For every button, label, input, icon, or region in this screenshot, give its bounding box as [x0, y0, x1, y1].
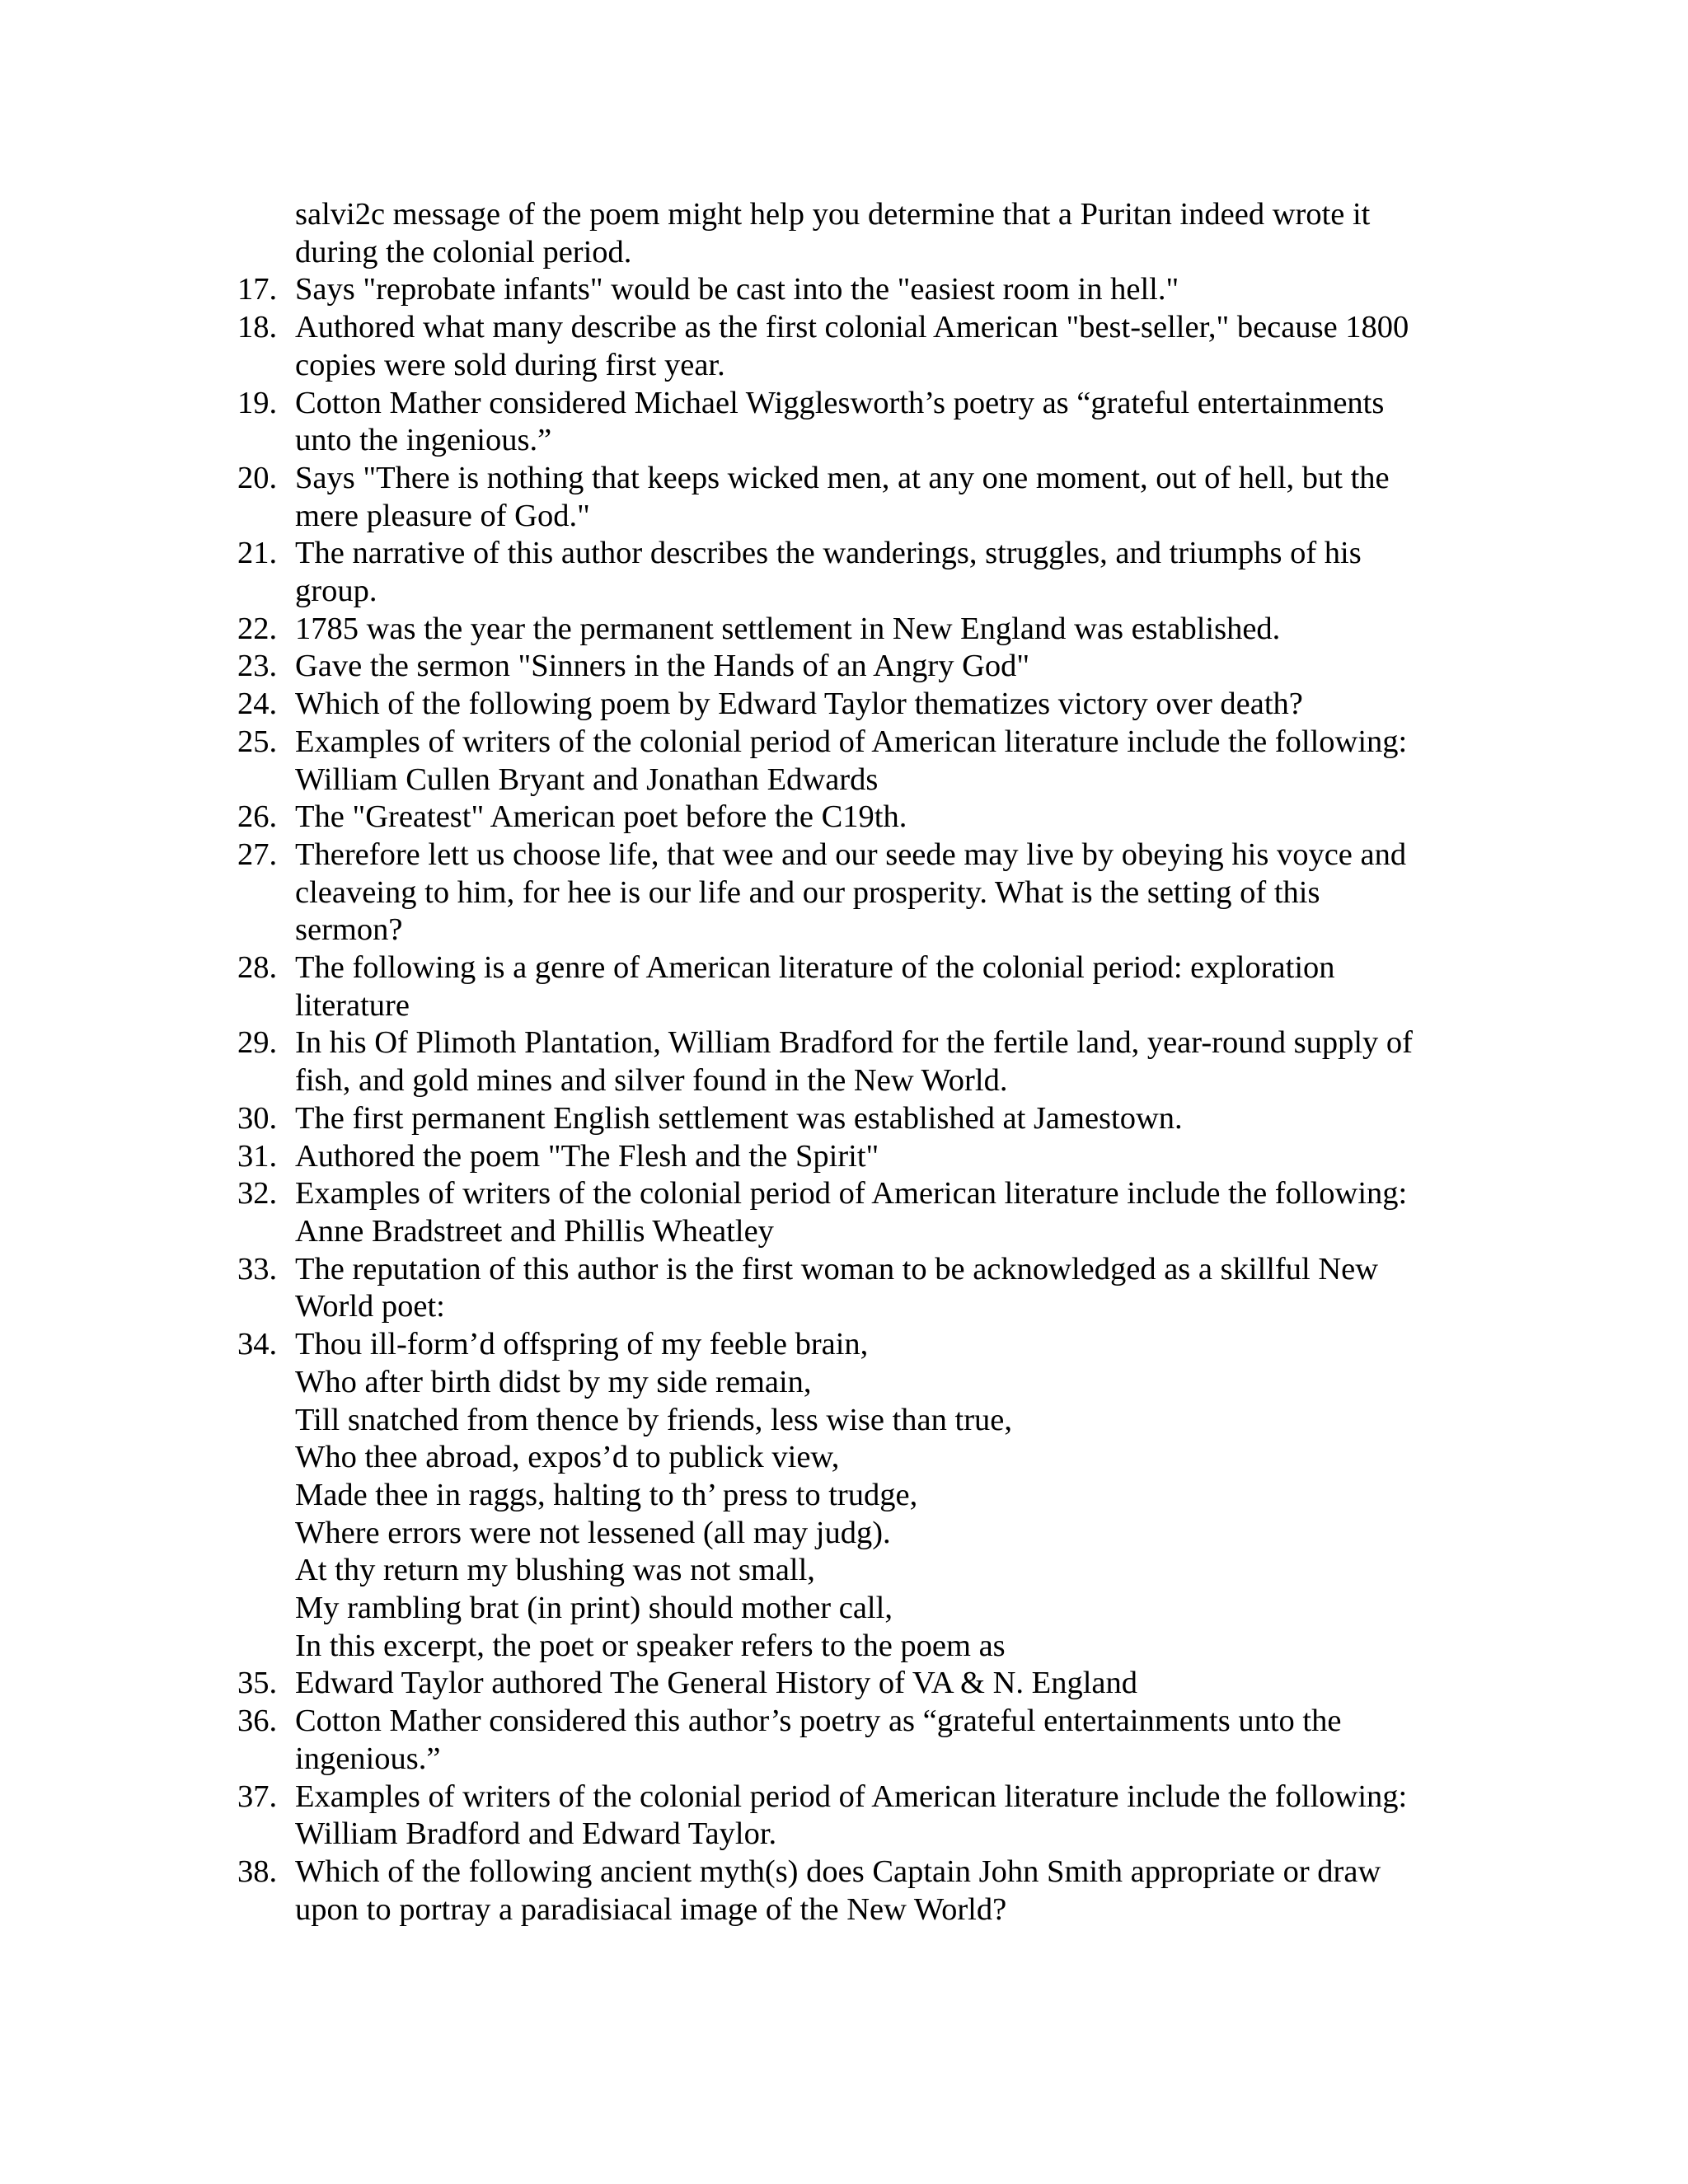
item-text-line: Till snatched from thence by friends, less wise than true, [295, 1402, 1012, 1437]
item-text-line: Examples of writers of the colonial period of American literature include the following: [295, 1779, 1408, 1814]
item-text-line: fish, and gold mines and silver found in the New World. [295, 1063, 1008, 1099]
item-number: 36. [237, 1704, 278, 1739]
item-number: 33. [237, 1251, 278, 1286]
item-text-line: Gave the sermon "Sinners in the Hands of an Angry God" [295, 649, 1030, 684]
item-text-line: In this excerpt, the poet or speaker refers to the poem as [295, 1628, 1006, 1663]
list-item [237, 535, 1457, 610]
item-text-line: At thy return my blushing was not small, [295, 1553, 815, 1588]
list-item [237, 949, 1457, 1024]
list-item [237, 1665, 1457, 1703]
item-text-line: ingenious.” [295, 1741, 441, 1776]
item-number: 28. [237, 950, 278, 986]
list-item [237, 1100, 1457, 1138]
item-text-line: Edward Taylor authored The General History of VA & N. England [295, 1666, 1137, 1701]
list-item [237, 1779, 1457, 1854]
item-text-line: Authored what many describe as the first colonial American "best-seller," because 1800 [295, 310, 1409, 345]
item-text-line: sermon? [295, 912, 403, 948]
list-item [237, 1703, 1457, 1778]
list-item [237, 611, 1457, 649]
item-number: 29. [237, 1025, 278, 1061]
item-number: 34. [237, 1327, 278, 1362]
list-item [237, 1854, 1457, 1929]
item-number: 31. [237, 1138, 278, 1174]
list-item [237, 385, 1457, 460]
item-text-line: Who thee abroad, expos’d to publick view, [295, 1440, 840, 1475]
item-number: 30. [237, 1100, 278, 1136]
item-text-line: World poet: [295, 1289, 445, 1324]
list-item [237, 309, 1457, 384]
list-item [237, 799, 1457, 837]
item-text-line: William Bradford and Edward Taylor. [295, 1816, 777, 1852]
item-text-line: upon to portray a paradisiacal image of the New World? [295, 1891, 1007, 1927]
numbered-question-list [237, 271, 1457, 1929]
list-item [237, 724, 1457, 799]
item-text-line: Cotton Mather considered Michael Wigglesworth’s poetry as “grateful entertainments [295, 385, 1385, 420]
item-number: 38. [237, 1854, 278, 1889]
item-number: 32. [237, 1176, 278, 1212]
item-text-line: William Cullen Bryant and Jonathan Edwards [295, 762, 879, 797]
continuation-line: salvi2c message of the poem might help you determine that a Puritan indeed wrote it [295, 197, 1371, 232]
item-number: 27. [237, 837, 278, 872]
item-number: 22. [237, 611, 278, 646]
item-text-line: Says "There is nothing that keeps wicked men, at any one moment, out of hell, but the [295, 460, 1390, 495]
item-number: 37. [237, 1779, 278, 1814]
item-text-line: copies were sold during first year. [295, 347, 725, 382]
item-text-line: Which of the following poem by Edward Taylor thematizes victory over death? [295, 687, 1303, 722]
continuation-line: during the colonial period. [295, 234, 632, 269]
item-text-line: My rambling brat (in print) should mother call, [295, 1591, 893, 1626]
item-text-line: Thou ill-form’d offspring of my feeble brain, [295, 1327, 869, 1362]
list-item [237, 271, 1457, 309]
item-text-line: Examples of writers of the colonial period of American literature include the following: [295, 1176, 1408, 1212]
item-text-line: The following is a genre of American literature of the colonial period: exploration [295, 950, 1335, 986]
item-text-line: literature [295, 987, 410, 1023]
item-number: 21. [237, 536, 278, 571]
item-text-line: The narrative of this author describes the wanderings, struggles, and triumphs of his [295, 536, 1362, 571]
item-text-line: Examples of writers of the colonial period of American literature include the following: [295, 724, 1408, 759]
item-text-line: Authored the poem "The Flesh and the Spirit" [295, 1138, 879, 1174]
list-item [237, 837, 1457, 949]
item-text-line: cleaveing to him, for hee is our life and our prosperity. What is the setting of this [295, 874, 1320, 910]
item-text-line: The first permanent English settlement was established at Jamestown. [295, 1100, 1183, 1136]
item-text-line: Therefore lett us choose life, that wee and our seede may live by obeying his voyce and [295, 837, 1407, 872]
list-item [237, 648, 1457, 686]
item-number: 17. [237, 272, 278, 307]
item-text-line: Says "reprobate infants" would be cast into the "easiest room in hell." [295, 272, 1179, 307]
item-text-line: The "Greatest" American poet before the C19th. [295, 799, 907, 835]
item-text-line: 1785 was the year the permanent settlement in New England was established. [295, 611, 1281, 646]
item-text-line: In his Of Plimoth Plantation, William Bradford for the fertile land, year-round supply of [295, 1025, 1413, 1061]
item-text-line: mere pleasure of God." [295, 498, 590, 533]
item-text-line: Which of the following ancient myth(s) does Captain John Smith appropriate or draw [295, 1854, 1381, 1889]
item-text-line: The reputation of this author is the first woman to be acknowledged as a skillful New [295, 1251, 1379, 1286]
item-text-line: Anne Bradstreet and Phillis Wheatley [295, 1213, 774, 1249]
list-item [237, 1326, 1457, 1665]
item-text-line: Made thee in raggs, halting to th’ press to trudge, [295, 1477, 918, 1512]
item-number: 24. [237, 687, 278, 722]
item-text-line: Who after birth didst by my side remain, [295, 1364, 812, 1399]
item-number: 18. [237, 310, 278, 345]
continued-item-text [237, 196, 1457, 271]
list-item [237, 1175, 1457, 1250]
item-text-line: group. [295, 574, 377, 609]
list-item [237, 460, 1457, 535]
list-item [237, 686, 1457, 724]
list-item [237, 1024, 1457, 1099]
item-number: 26. [237, 799, 278, 835]
document-body [237, 196, 1457, 1929]
item-text-line: Where errors were not lessened (all may judg). [295, 1515, 891, 1550]
item-text-line: unto the ingenious.” [295, 423, 552, 458]
item-number: 35. [237, 1666, 278, 1701]
item-text-line: Cotton Mather considered this author’s poetry as “grateful entertainments unto the [295, 1704, 1342, 1739]
list-item [237, 1138, 1457, 1176]
list-item [237, 1251, 1457, 1326]
item-number: 20. [237, 460, 278, 495]
item-number: 25. [237, 724, 278, 759]
item-number: 19. [237, 385, 278, 420]
item-number: 23. [237, 649, 278, 684]
